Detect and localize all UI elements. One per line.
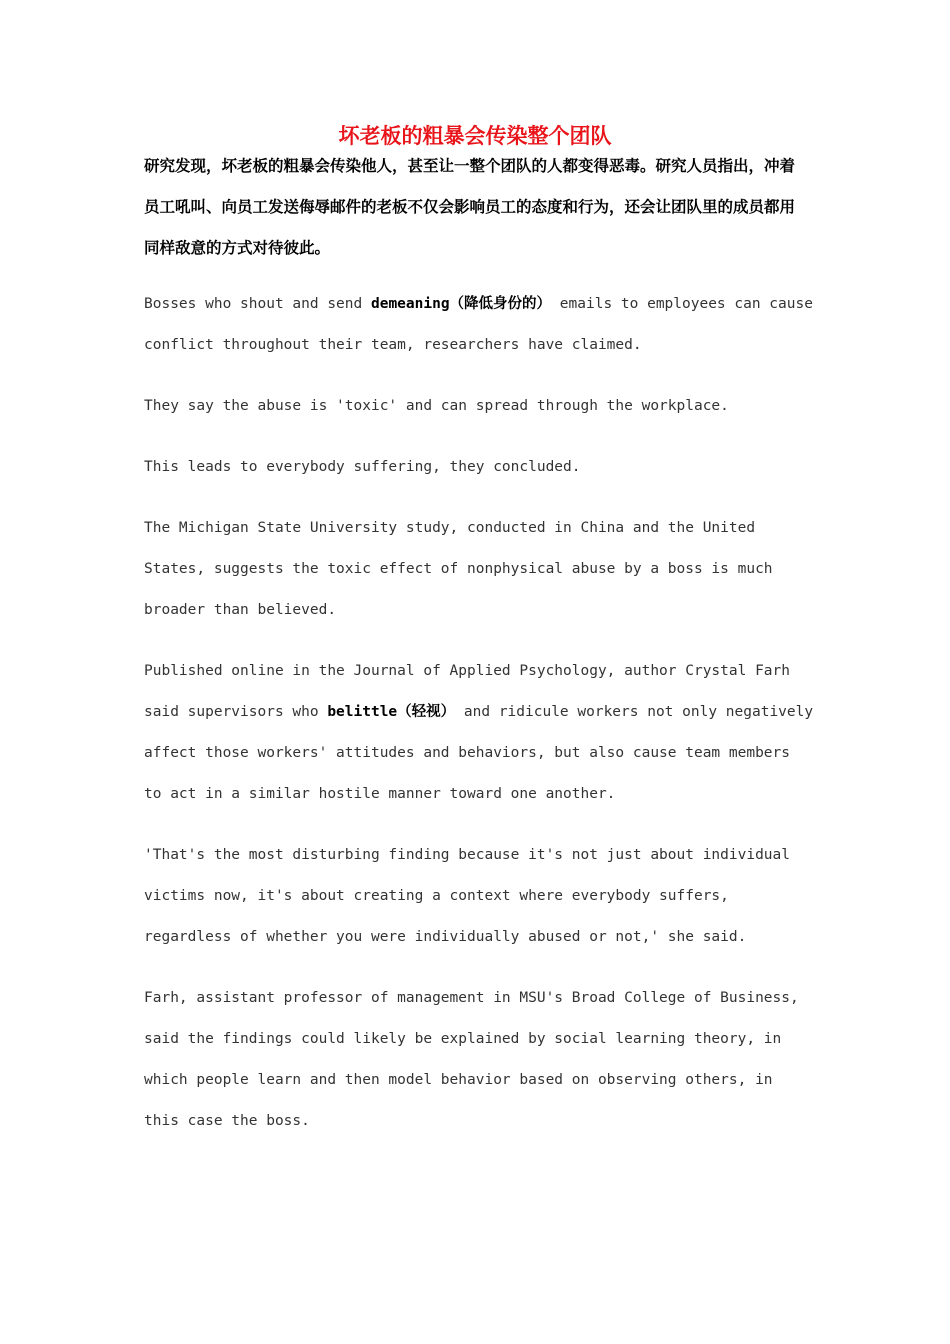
p1-text-before: Bosses who shout and send: [144, 296, 371, 312]
paragraph-6: 'That's the most disturbing finding because it's not just about individual victims now, it's about creating a context where everybody suffers, regardless of whether you were individually abused or not,' she said.: [144, 847, 791, 945]
paragraph-5: [144, 651, 814, 815]
paragraph-2: They say the abuse is 'toxic' and can spread through the workplace.: [144, 398, 729, 414]
paragraph-7: Farh, assistant professor of management in MSU's Broad College of Business, said the findings could likely be explained by social learning theory, in which people learn and then model behavior based on observing others, in this case the boss.: [144, 990, 799, 1129]
document-title: 坏老板的粗暴会传染整个团队: [338, 123, 612, 148]
paragraph-1: [144, 284, 814, 366]
p1-text-after: emails to employees can cause conflict throughout their team, researchers have claimed.: [144, 296, 813, 353]
p5-text-before: Published online in the Journal of Applied Psychology, author Crystal Farh said supervisors who: [144, 663, 791, 720]
p5-text-after: and ridicule workers not only negatively affect those workers' attitudes and behaviors, but also cause team members to act in a similar hostile manner toward one another.: [144, 704, 814, 802]
p1-vocab-term: demeaning（降低身份的）: [370, 296, 552, 312]
paragraph-4: The Michigan State University study, conducted in China and the United States, suggests the toxic effect of nonphysical abuse by a boss is much broader than believed.: [144, 520, 773, 618]
p5-vocab-term: belittle（轻视）: [327, 704, 456, 720]
paragraph-3: This leads to everybody suffering, they concluded.: [144, 459, 581, 475]
intro-paragraph: 研究发现，坏老板的粗暴会传染他人，甚至让一整个团队的人都变得恶毒。研究人员指出，冲着员工吼叫、向员工发送侮辱邮件的老板不仅会影响员工的态度和行为，还会让团队里的成员都用同样敌意的方式对待彼此。: [144, 157, 796, 257]
